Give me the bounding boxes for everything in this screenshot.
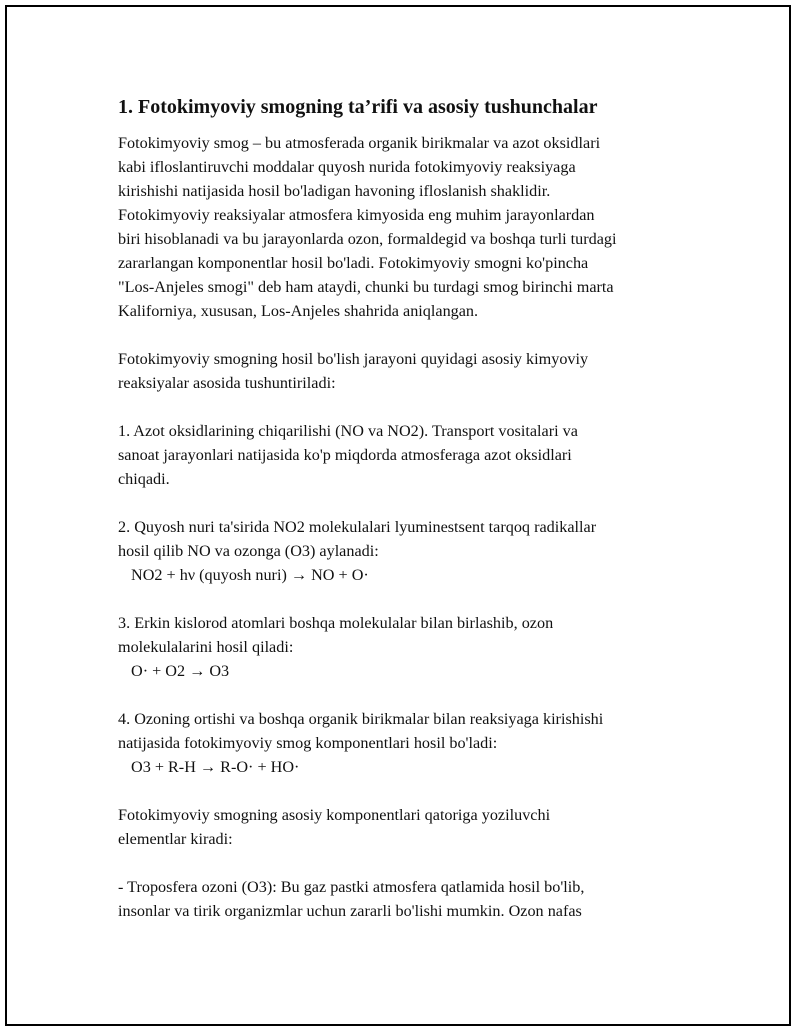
text-line: Fotokimyoviy smogning asosiy komponentlari qatoriga yoziluvchi [118,806,551,824]
paragraph-components-intro [118,803,698,851]
text-line: Fotokimyoviy smogning hosil bo'lish jarayoni quyidagi asosiy kimyoviy [118,350,589,368]
document-body [118,93,698,947]
text-line: 2. Quyosh nuri ta'sirida NO2 molekulalari lyuminestsent tarqoq radikallar [118,518,597,536]
text-line: Fotokimyoviy reaksiyalar atmosfera kimyosida eng muhim jarayonlardan [118,206,595,224]
text-line: Fotokimyoviy smog – bu atmosferada organik birikmalar va azot oksidlari [118,134,601,152]
reaction-equation: NO2 + hν (quyosh nuri) → NO + O· [131,566,369,584]
paragraph-definition [118,131,698,323]
text-line: zararlangan komponentlar hosil bo'ladi. Fotokimyoviy smogni ko'pincha [118,254,589,272]
paragraph-step-1 [118,419,698,491]
text-line: insonlar va tirik organizmlar uchun zararli bo'lishi mumkin. Ozon nafas [118,902,582,920]
reaction-equation: O· + O2 → O3 [131,662,230,680]
text-line: 1. Azot oksidlarining chiqarilishi (NO va NO2). Transport vositalari va [118,422,578,440]
paragraph-step-3 [118,611,698,683]
paragraph-step-2 [118,515,698,587]
text-line: 4. Ozoning ortishi va boshqa organik birikmalar bilan reaksiyaga kirishishi [118,710,604,728]
text-line: elementlar kiradi: [118,830,233,848]
paragraph-ozone [118,875,698,923]
section-title: 1. Fotokimyoviy smogning ta’rifi va asosiy tushunchalar [118,96,598,118]
text-line: natijasida fotokimyoviy smog komponentlari hosil bo'ladi: [118,734,498,752]
text-line: 3. Erkin kislorod atomlari boshqa molekulalar bilan birlashib, ozon [118,614,554,632]
text-line: "Los-Anjeles smogi" deb ham ataydi, chunki bu turdagi smog birinchi marta [118,278,614,296]
text-line: kabi ifloslantiruvchi moddalar quyosh nurida fotokimyoviy reaksiyaga [118,158,576,176]
reaction-equation: O3 + R-H → R-O· + HO· [131,758,300,776]
text-line: molekulalarini hosil qiladi: [118,638,294,656]
text-line: chiqadi. [118,470,170,488]
text-line: - Troposfera ozoni (O3): Bu gaz pastki atmosfera qatlamida hosil bo'lib, [118,878,585,896]
paragraph-intro-reactions [118,347,698,395]
paragraph-step-4 [118,707,698,779]
text-line: Kaliforniya, xususan, Los-Anjeles shahrida aniqlangan. [118,302,479,320]
text-line: sanoat jarayonlari natijasida ko'p miqdorda atmosferaga azot oksidlari [118,446,572,464]
text-line: kirishishi natijasida hosil bo'ladigan havoning ifloslanish shaklidir. [118,182,551,200]
text-line: biri hisoblanadi va bu jarayonlarda ozon, formaldegid va boshqa turli turdagi [118,230,617,248]
text-line: reaksiyalar asosida tushuntiriladi: [118,374,336,392]
text-line: hosil qilib NO va ozonga (O3) aylanadi: [118,542,379,560]
